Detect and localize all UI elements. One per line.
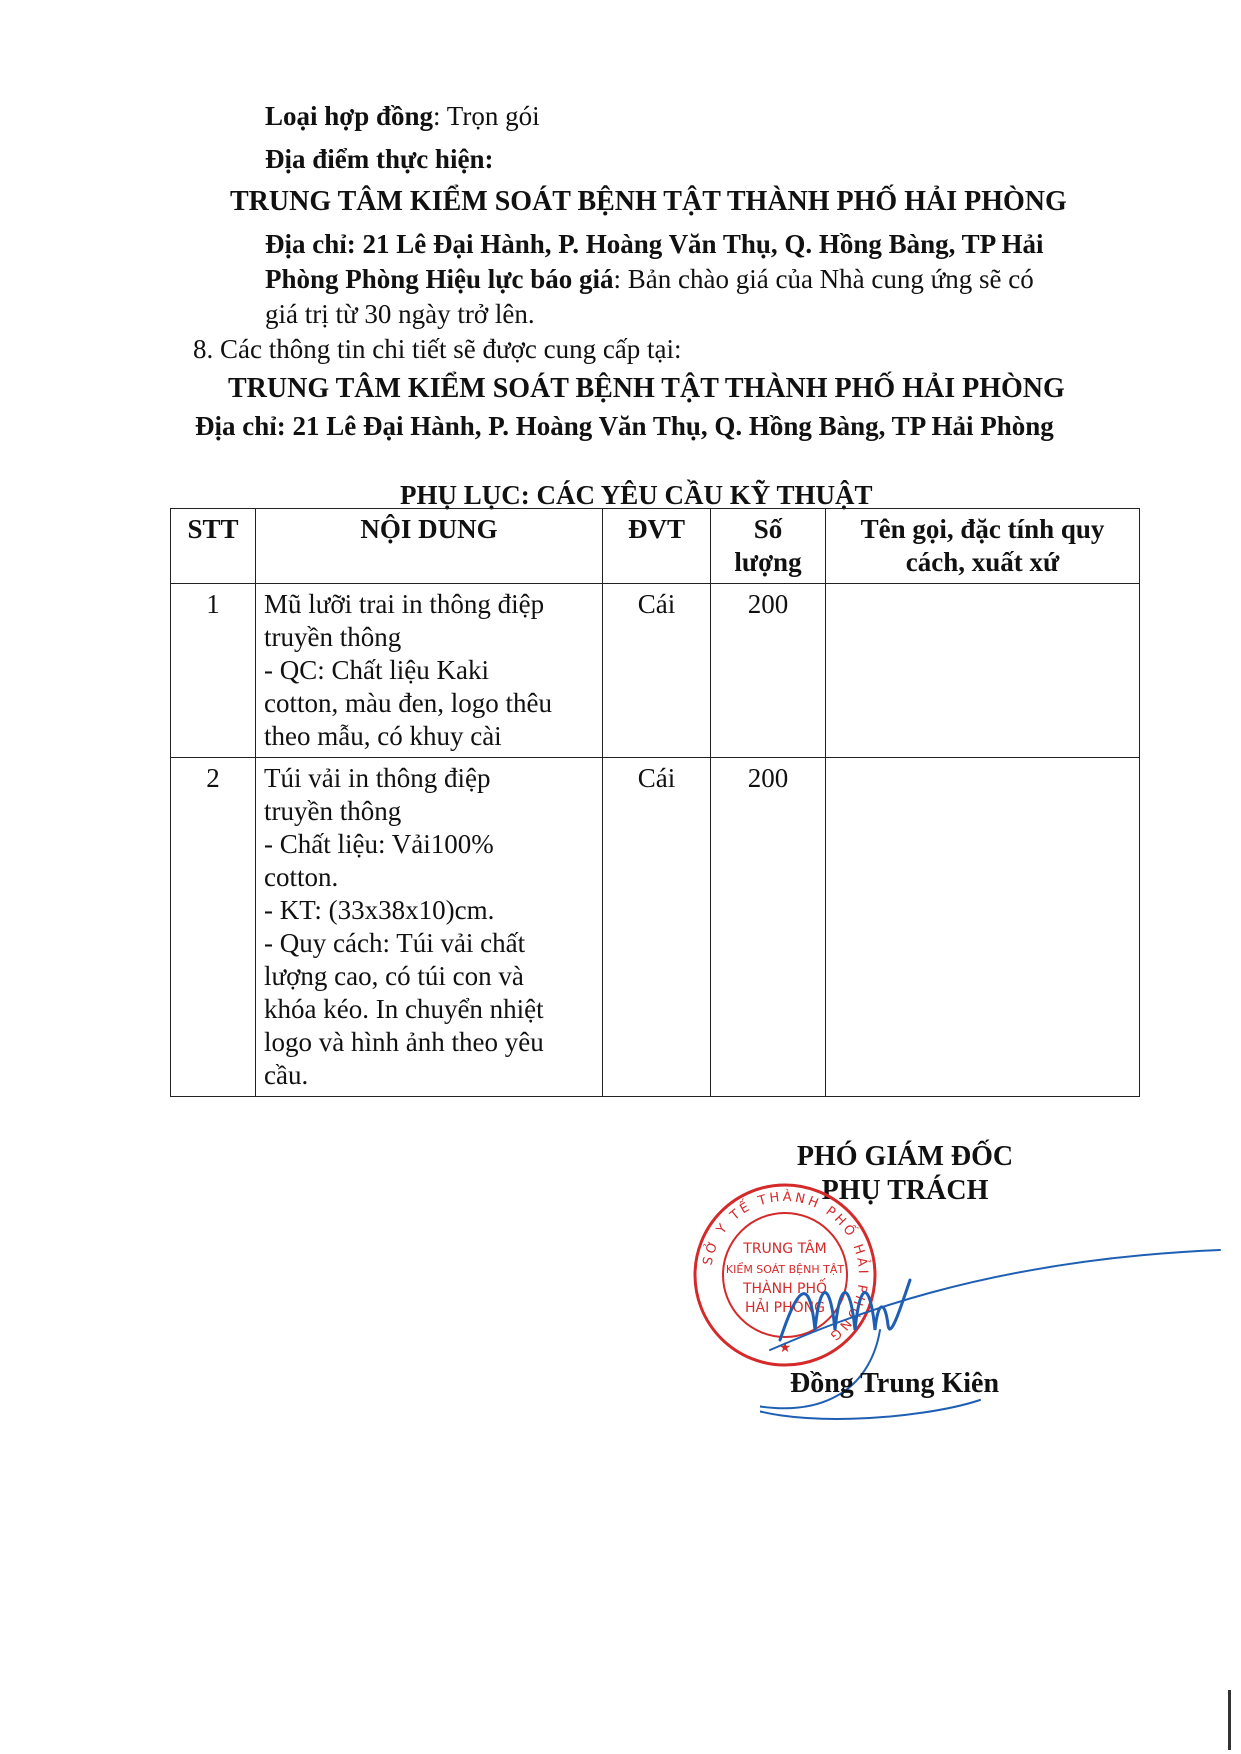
contract-type-value: : Trọn gói: [433, 101, 540, 131]
edge-mark: [1228, 1690, 1231, 1750]
address-line-2-rest: : Bản chào giá của Nhà cung ứng sẽ có: [613, 264, 1034, 294]
content-line: - KT: (33x38x10)cm.: [264, 895, 495, 925]
content-line: theo mẫu, có khuy cài: [264, 721, 502, 751]
signatory-name: Đồng Trung Kiên: [790, 1368, 1000, 1399]
address-line-2: [265, 263, 1034, 295]
stamp-line-1: TRUNG TÂM: [743, 1241, 827, 1257]
table-header-row: [171, 509, 1140, 584]
header-quantity: [711, 509, 826, 584]
signatory-position-1: PHÓ GIÁM ĐỐC: [796, 1141, 1014, 1172]
row-content: [256, 584, 603, 758]
row-spec: [826, 758, 1140, 1097]
stamp-line-3: THÀNH PHỐ: [742, 1281, 828, 1297]
section-8-center-name: TRUNG TÂM KIỂM SOÁT BỆNH TẬT THÀNH PHỐ HẢI PHÒNG: [228, 373, 1065, 404]
stamp-line-2: KIỂM SOÁT BỆNH TẬT: [725, 1263, 845, 1276]
contract-type-label: Loại hợp đồng: [265, 101, 434, 131]
address-line-2-bold: Phòng Phòng Hiệu lực báo giá: [265, 264, 614, 294]
row-unit: Cái: [603, 758, 711, 1097]
content-line: truyền thông: [264, 796, 402, 826]
content-line: cotton.: [264, 862, 339, 892]
header-spec: [826, 509, 1140, 584]
header-quantity-line-2: lượng: [734, 547, 802, 577]
content-line: logo và hình ảnh theo yêu: [264, 1027, 544, 1057]
stamp-outer-text: SỞ Y TẾ THÀNH PHỐ HẢI PHÒNG: [700, 1189, 871, 1345]
row-stt: 1: [171, 584, 256, 758]
content-line: - Quy cách: Túi vải chất: [264, 928, 526, 958]
content-line: cầu.: [264, 1060, 309, 1090]
content-line: - QC: Chất liệu Kaki: [264, 655, 489, 685]
center-name: TRUNG TÂM KIỂM SOÁT BỆNH TẬT THÀNH PHỐ HẢI PHÒNG: [230, 186, 1067, 217]
content-line: Mũ lưỡi trai in thông điệp: [264, 589, 545, 619]
row-quantity: 200: [711, 758, 826, 1097]
contract-type: [265, 100, 540, 132]
row-stt: 2: [171, 758, 256, 1097]
address-line-1: Địa chỉ: 21 Lê Đại Hành, P. Hoàng Văn Thụ, Q. Hồng Bàng, TP Hải: [265, 229, 1044, 259]
content-line: khóa kéo. In chuyển nhiệt: [264, 994, 544, 1024]
content-line: - Chất liệu: Vải100%: [264, 829, 494, 859]
location-label: Địa điểm thực hiện:: [265, 144, 494, 174]
row-content: [256, 758, 603, 1097]
header-content: NỘI DUNG: [256, 509, 603, 584]
table-row: [171, 584, 1140, 758]
row-spec: [826, 584, 1140, 758]
content-line: lượng cao, có túi con và: [264, 961, 524, 991]
requirements-table: [170, 508, 1140, 1097]
header-quantity-line-1: Số: [753, 514, 783, 544]
section-8-text: 8. Các thông tin chi tiết sẽ được cung cấp tại:: [193, 334, 682, 364]
row-quantity: 200: [711, 584, 826, 758]
section-8-address: Địa chỉ: 21 Lê Đại Hành, P. Hoàng Văn Thụ, Q. Hồng Bàng, TP Hải Phòng: [195, 411, 1054, 441]
content-line: Túi vải in thông điệp: [264, 763, 491, 793]
header-spec-line-2: cách, xuất xứ: [905, 547, 1060, 577]
stamp-line-4: HẢI PHÒNG: [745, 1300, 825, 1316]
header-stt: STT: [171, 509, 256, 584]
signature-stroke: [760, 1240, 1230, 1430]
table-row: [171, 758, 1140, 1097]
signatory-position-2: PHỤ TRÁCH: [821, 1175, 989, 1206]
validity-line: giá trị từ 30 ngày trở lên.: [265, 299, 535, 329]
stamp-star-icon: ★: [778, 1340, 792, 1356]
row-unit: Cái: [603, 584, 711, 758]
handwritten-signature: [760, 1240, 1230, 1430]
header-spec-line-1: Tên gọi, đặc tính quy: [860, 514, 1105, 544]
appendix-title: PHỤ LỤC: CÁC YÊU CẦU KỸ THUẬT: [400, 480, 873, 510]
content-line: truyền thông: [264, 622, 402, 652]
header-unit: ĐVT: [603, 509, 711, 584]
content-line: cotton, màu đen, logo thêu: [264, 688, 552, 718]
